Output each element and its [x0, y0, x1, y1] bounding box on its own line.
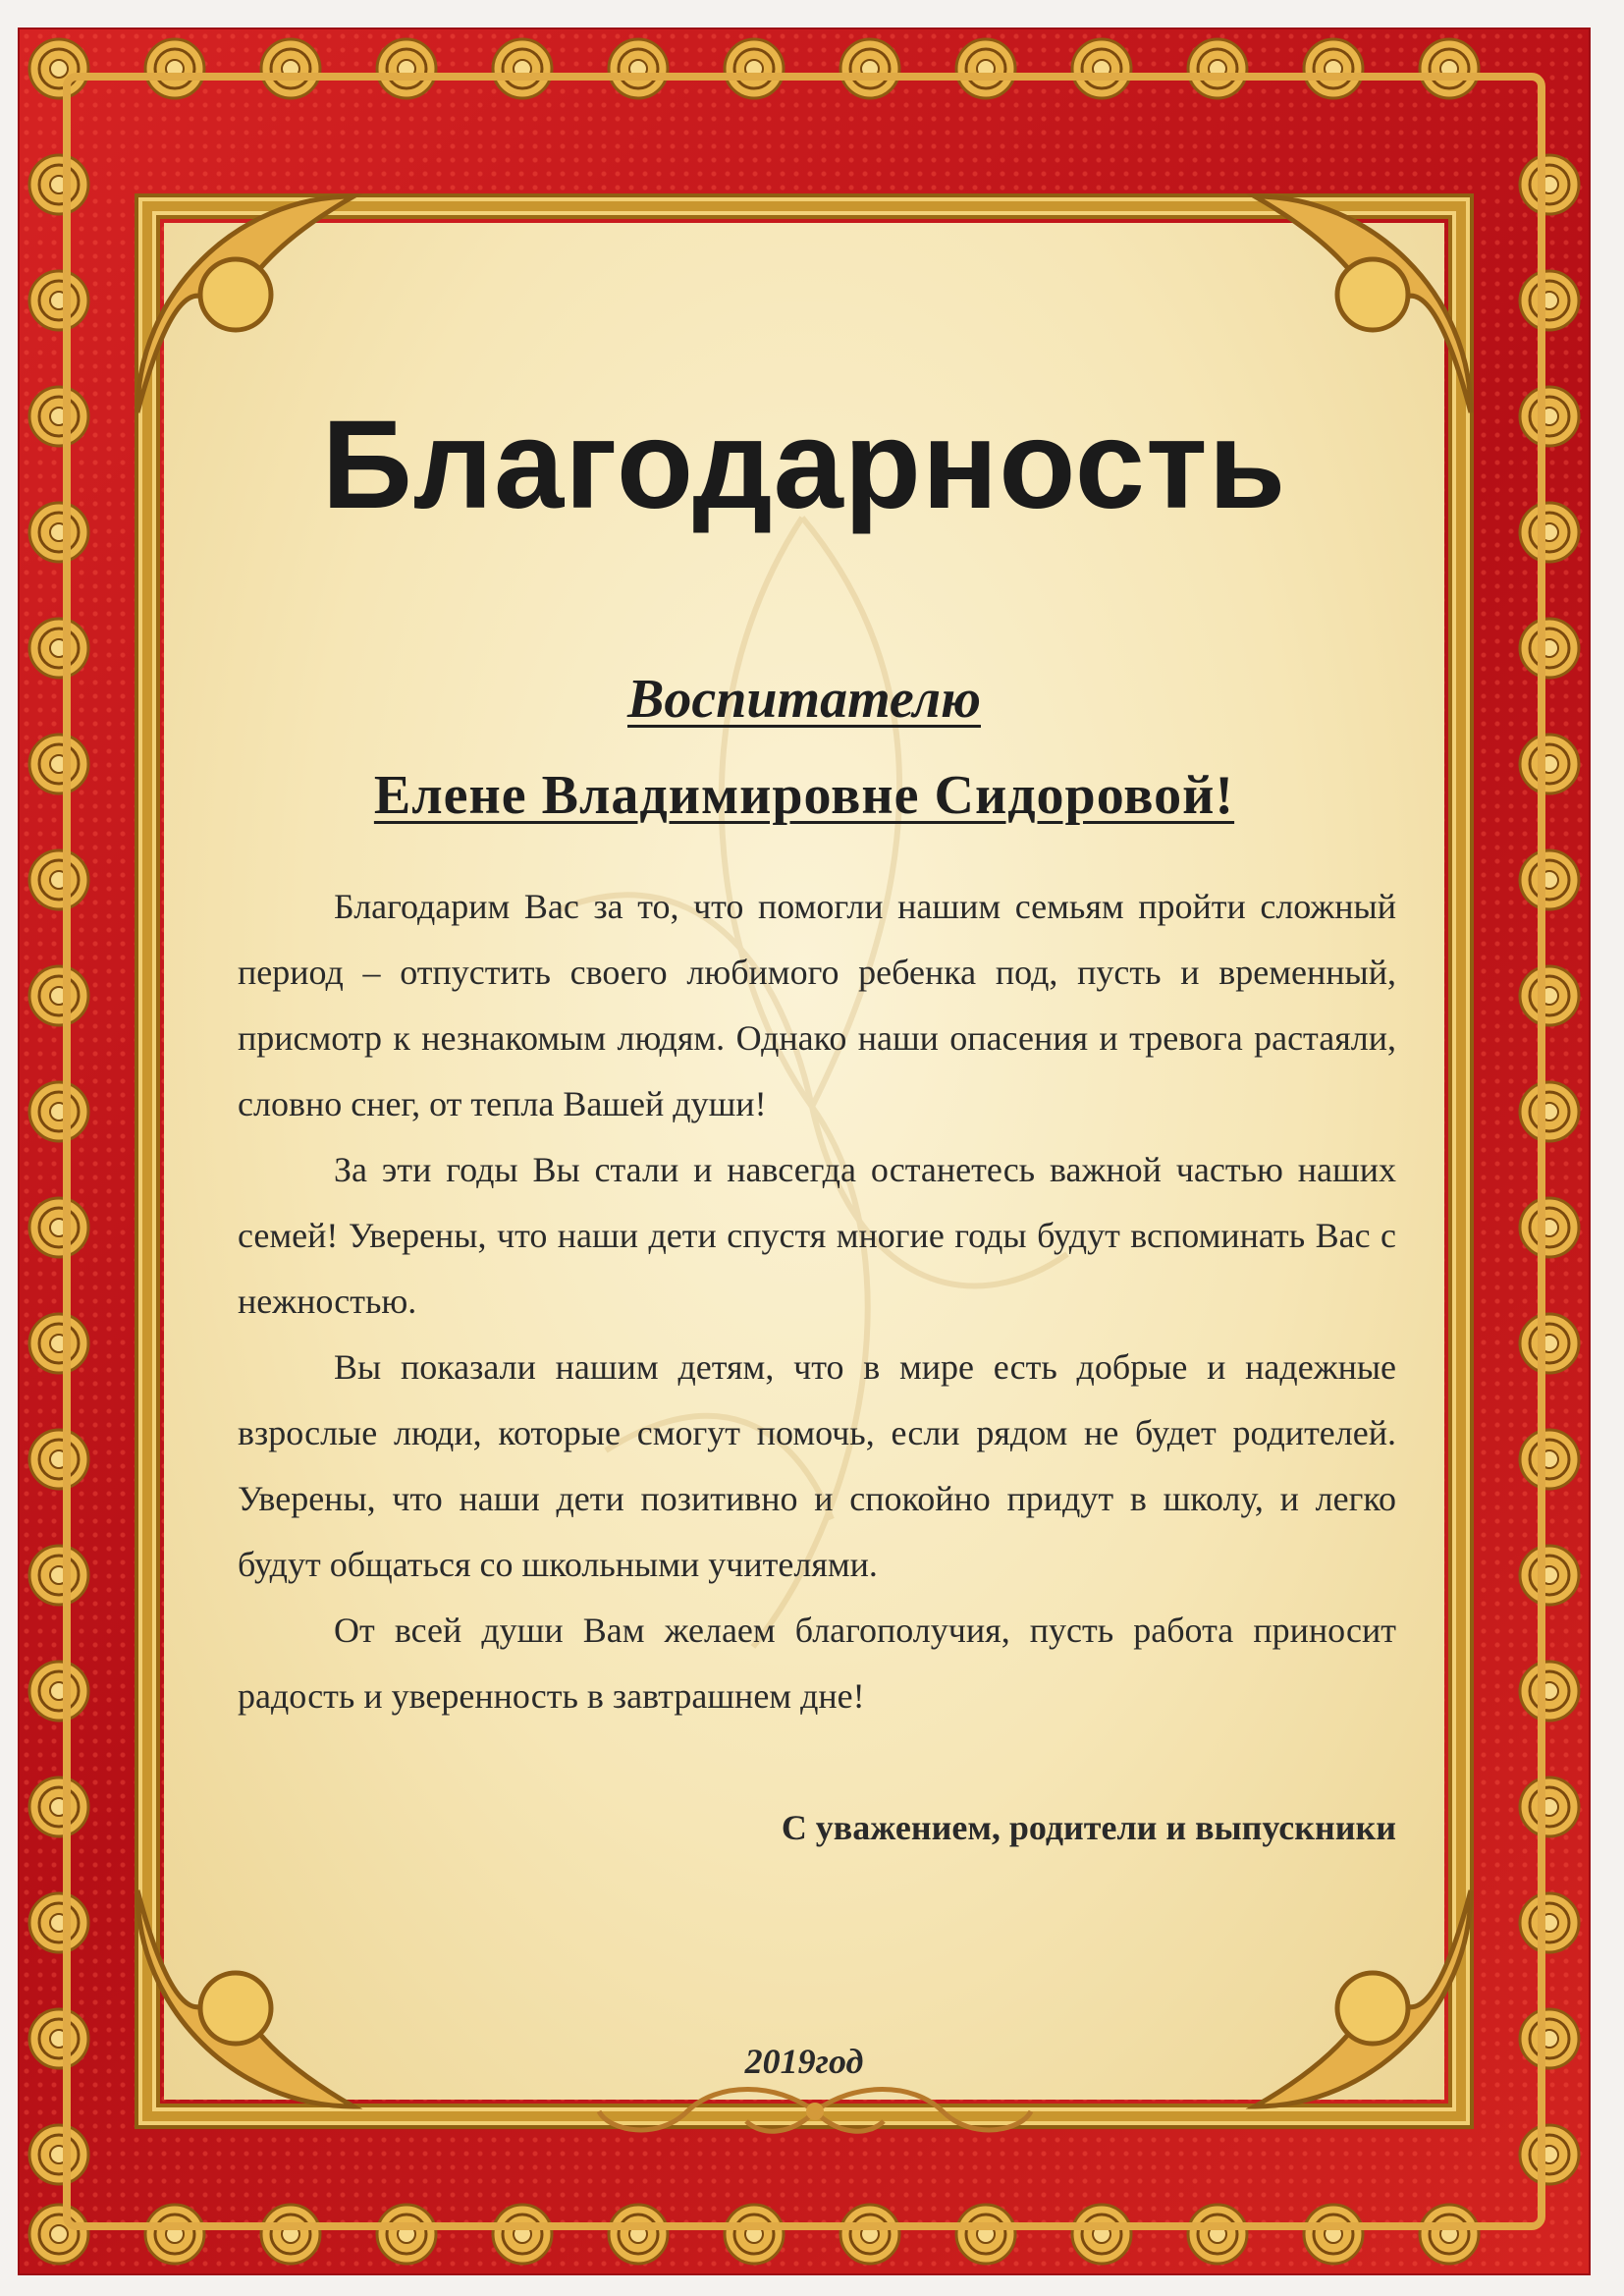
border-flower — [29, 2205, 88, 2264]
border-flower — [145, 39, 204, 98]
border-flower — [29, 155, 88, 214]
certificate — [20, 29, 1589, 2273]
corner-ornament-bottom-left — [118, 1871, 373, 2126]
border-flower — [1520, 1198, 1579, 1257]
border-flower — [1520, 155, 1579, 214]
border-flower — [29, 1430, 88, 1489]
border-flower — [1520, 271, 1579, 330]
border-flower — [1520, 1430, 1579, 1489]
border-flower — [493, 39, 552, 98]
border-flower — [1520, 1082, 1579, 1141]
letter-paragraph: Вы показали нашим детям, что в мире есть добрые и надежные взрослые люди, которые смогут помочь, если рядом не будет родителей. Уверены, что наши дети позитивно и спокойно придут в школу, и легко будут общаться со школьными учителями. — [238, 1347, 1396, 1584]
corner-ornament-bottom-right — [1235, 1871, 1490, 2126]
border-flower — [1520, 966, 1579, 1025]
border-flower — [1520, 1893, 1579, 1952]
border-flower — [261, 2205, 320, 2264]
border-flower — [377, 2205, 436, 2264]
border-flower — [1520, 2009, 1579, 2068]
year: 2019год — [744, 2042, 864, 2081]
border-flower — [1188, 39, 1247, 98]
border-flower — [29, 1893, 88, 1952]
border-flower — [29, 966, 88, 1025]
border-flower — [1072, 39, 1131, 98]
bottom-flourish-ornament — [579, 2077, 1051, 2146]
border-flower — [29, 503, 88, 562]
border-flower — [29, 387, 88, 446]
letter-paragraph: За эти годы Вы стали и навсегда останетесь важной частью наших семей! Уверены, что наши дети спустя многие годы будут вспоминать Вас с нежностью. — [238, 1150, 1396, 1321]
recipient-role — [164, 668, 1444, 731]
border-flower — [29, 850, 88, 909]
border-flower — [29, 1082, 88, 1141]
border-flower — [1520, 387, 1579, 446]
border-flower — [609, 2205, 668, 2264]
signature: С уважением, родители и выпускники — [781, 1808, 1396, 1847]
border-flower — [1520, 1662, 1579, 1721]
border-flower — [29, 2125, 88, 2184]
border-flower — [29, 1314, 88, 1373]
border-flower — [1520, 1777, 1579, 1836]
border-flower — [1188, 2205, 1247, 2264]
border-flower — [1304, 2205, 1363, 2264]
border-flower — [29, 2009, 88, 2068]
border-flower — [1072, 2205, 1131, 2264]
border-flower — [377, 39, 436, 98]
border-flower — [1520, 619, 1579, 678]
border-flower — [1520, 850, 1579, 909]
border-flower — [261, 39, 320, 98]
letter-paragraph: От всей души Вам желаем благополучия, пусть работа приносит радость и уверенность в завтрашнем дне! — [238, 1611, 1396, 1716]
recipient-role-text: Воспитателю — [627, 669, 981, 730]
border-flower — [145, 2205, 204, 2264]
letter-paragraph: Благодарим Вас за то, что помогли нашим семьям пройти сложный период – отпустить своего любимого ребенка под, пусть и временный, присмотр к незнакомым людям. Однако наши опасения и тревога растаяли, словно снег, от тепла Вашей души! — [238, 887, 1396, 1123]
border-flower — [1420, 39, 1479, 98]
border-flower — [29, 271, 88, 330]
border-flower — [1420, 2205, 1479, 2264]
border-flower — [29, 1662, 88, 1721]
border-flower — [1520, 1546, 1579, 1605]
border-flower — [493, 2205, 552, 2264]
border-flower — [956, 39, 1015, 98]
border-flower — [1520, 1314, 1579, 1373]
border-flower — [725, 2205, 784, 2264]
border-flower — [956, 2205, 1015, 2264]
border-flower — [840, 2205, 899, 2264]
border-flower — [1520, 735, 1579, 793]
recipient-name — [164, 764, 1444, 827]
border-flower — [840, 39, 899, 98]
certificate-title: Благодарность — [321, 395, 1287, 535]
border-flower — [29, 1198, 88, 1257]
border-flower — [29, 735, 88, 793]
recipient-name-text: Елене Владимировне Сидоровой! — [373, 765, 1235, 826]
border-flower — [29, 1546, 88, 1605]
letter-body — [238, 874, 1396, 1729]
border-flower — [1520, 2125, 1579, 2184]
border-flower — [29, 39, 88, 98]
border-flower — [29, 1777, 88, 1836]
border-flower — [609, 39, 668, 98]
border-flower — [29, 619, 88, 678]
border-flower — [1304, 39, 1363, 98]
border-flower — [1520, 503, 1579, 562]
border-flower — [725, 39, 784, 98]
